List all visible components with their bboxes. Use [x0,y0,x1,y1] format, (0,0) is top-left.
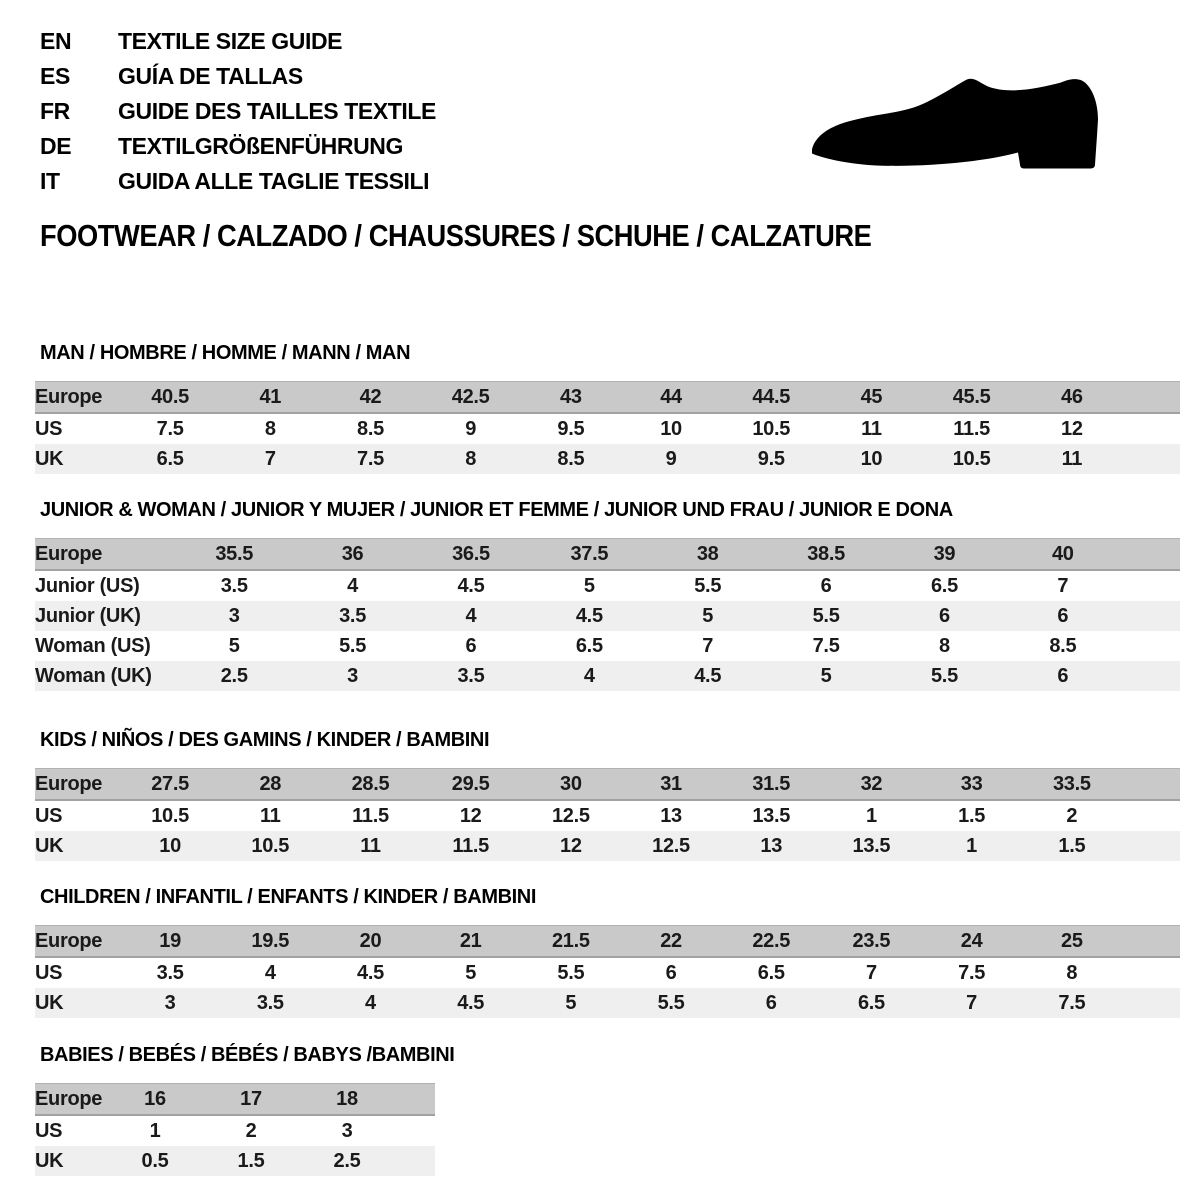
size-cell: 7.5 [156,417,184,440]
size-cell: 43 [560,385,582,408]
size-cell: 22.5 [752,929,791,952]
size-cell: 7.5 [958,961,986,984]
size-table-junior-woman [35,538,1180,691]
table-row [35,800,1180,831]
language-line-it [40,164,436,199]
size-cell: 6 [1057,664,1069,687]
section-title-kids: KIDS / NIÑOS / DES GAMINS / KINDER / BAMBINI [40,729,490,751]
table-row [35,957,1180,988]
row-label: Europe [35,772,103,795]
filler-cell [1122,957,1180,988]
size-cell: 5.5 [930,664,958,687]
size-cell: 7.5 [812,634,840,657]
size-cell: 17 [240,1087,262,1110]
language-title: GUIDE DES TAILLES TEXTILE [118,98,436,124]
size-cell: 3.5 [457,664,485,687]
size-cell: 40 [1051,542,1074,565]
size-cell: 1 [966,834,977,857]
size-cell: 12 [459,804,482,827]
row-label: UK [35,834,64,857]
dress-shoe-icon [802,64,1147,186]
language-code: FR [40,98,70,124]
size-cell: 5 [820,664,832,687]
size-cell: 33 [960,772,983,795]
size-cell: 10 [660,417,682,440]
size-cell: 8.5 [1049,634,1077,657]
size-cell: 9 [465,417,477,440]
size-cell: 10 [860,447,883,470]
size-cell: 10.5 [752,417,791,440]
size-cell: 3.5 [220,574,248,597]
section-title-junior-woman: JUNIOR & WOMAN / JUNIOR Y MUJER / JUNIOR ET FEMME / JUNIOR UND FRAU / JUNIOR E DONA [40,499,953,521]
size-cell: 1.5 [237,1149,265,1172]
size-cell: 39 [933,542,956,565]
row-label: Europe [35,929,103,952]
size-cell: 8.5 [357,417,384,440]
size-cell: 2 [1066,804,1078,827]
size-cell: 1 [865,804,877,827]
size-cell: 3 [347,664,358,687]
size-cell: 13 [760,834,783,857]
row-label: Europe [35,1087,103,1110]
size-cell: 4.5 [575,604,603,627]
size-cell: 3 [228,604,240,627]
section-title-children: CHILDREN / INFANTIL / ENFANTS / KINDER / BAMBINI [40,886,536,908]
size-cell: 45.5 [952,385,991,408]
row-label: UK [35,991,64,1014]
filler-cell [1122,661,1180,691]
table-row [35,539,1180,571]
size-cell: 6 [820,574,832,597]
size-cell: 29.5 [451,772,490,795]
size-cell: 8 [939,634,950,657]
size-cell: 5.5 [657,991,685,1014]
size-table-babies [35,1083,435,1176]
size-cell: 36 [341,542,364,565]
table-row [35,444,1180,474]
size-cell: 35.5 [215,542,254,565]
size-cell: 6.5 [930,574,958,597]
size-cell: 19 [159,929,181,952]
row-label: US [35,961,63,984]
size-cell: 4 [264,961,276,984]
row-label: Woman (UK) [35,664,152,687]
table-row [35,601,1180,631]
size-cell: 6 [939,604,950,627]
table-row [35,631,1180,661]
size-cell: 7.5 [357,447,384,470]
size-cell: 7 [865,961,877,984]
size-cell: 5.5 [694,574,722,597]
language-code: EN [40,28,72,54]
row-label: Woman (US) [35,634,151,657]
row-label: Junior (UK) [35,604,141,627]
row-label: UK [35,447,64,470]
section-children [35,885,1180,1018]
size-cell: 6 [1057,604,1069,627]
size-cell: 5 [702,604,714,627]
size-cell: 1.5 [958,804,986,827]
size-cell: 4.5 [457,574,485,597]
size-cell: 44 [660,385,682,408]
size-cell: 38.5 [807,542,845,565]
size-cell: 3 [164,991,176,1014]
size-cell: 5 [583,574,595,597]
filler-cell [1122,831,1180,861]
size-cell: 41 [259,385,282,408]
size-table-children [35,925,1180,1018]
size-cell: 18 [336,1087,358,1110]
size-cell: 11.5 [352,804,389,827]
row-label: Junior (US) [35,574,140,597]
filler-cell [1122,444,1180,474]
size-cell: 8 [264,417,276,440]
size-cell: 4 [347,574,358,597]
filler-cell [1122,539,1180,571]
size-cell: 19.5 [251,929,290,952]
filler-cell [1122,382,1180,414]
size-cell: 30 [560,772,582,795]
size-cell: 11.5 [953,417,990,440]
size-cell: 6.5 [857,991,885,1014]
size-cell: 10.5 [151,804,189,827]
language-title: TEXTILE SIZE GUIDE [118,28,343,54]
size-cell: 23.5 [852,929,891,952]
size-cell: 42 [359,385,382,408]
language-title: GUIDA ALLE TAGLIE TESSILI [118,168,430,194]
size-cell: 7.5 [1058,991,1086,1014]
size-cell: 12 [1061,417,1083,440]
row-label: US [35,417,63,440]
size-cell: 31 [660,772,682,795]
size-cell: 12 [560,834,582,857]
size-cell: 2 [245,1119,257,1142]
size-cell: 7 [702,634,714,657]
size-cell: 3.5 [156,961,184,984]
size-cell: 12.5 [652,834,690,857]
size-cell: 40.5 [151,385,189,408]
size-cell: 16 [144,1087,166,1110]
row-label: US [35,1119,63,1142]
filler-cell [395,1146,435,1176]
size-cell: 21 [459,929,482,952]
size-cell: 9.5 [757,447,785,470]
size-cell: 6 [665,961,677,984]
size-cell: 12.5 [551,804,590,827]
size-cell: 1.5 [1058,834,1086,857]
size-cell: 5.5 [339,634,367,657]
size-cell: 27.5 [151,772,189,795]
section-kids [35,728,1180,861]
size-cell: 4.5 [457,991,485,1014]
size-cell: 3.5 [256,991,284,1014]
size-cell: 36.5 [452,542,490,565]
category-title: FOOTWEAR / CALZADO / CHAUSSURES / SCHUHE / CALZATURE [40,218,872,253]
size-cell: 13.5 [752,804,791,827]
row-label: UK [35,1149,64,1172]
language-line-de [40,129,436,164]
size-cell: 4.5 [694,664,722,687]
size-cell: 42.5 [451,385,490,408]
filler-cell [1122,988,1180,1018]
size-cell: 6.5 [757,961,785,984]
size-cell: 28 [259,772,282,795]
size-cell: 7 [966,991,977,1014]
language-line-fr [40,94,436,129]
size-cell: 46 [1061,385,1083,408]
size-cell: 10.5 [952,447,991,470]
size-cell: 5 [228,634,240,657]
size-cell: 4 [365,991,376,1014]
size-cell: 1 [149,1119,161,1142]
size-cell: 4 [465,604,477,627]
size-cell: 8 [465,447,477,470]
size-cell: 45 [860,385,883,408]
filler-cell [1122,570,1180,601]
section-junior-woman [35,498,1180,691]
size-cell: 11 [360,834,381,857]
filler-cell [1122,926,1180,958]
size-cell: 0.5 [141,1149,169,1172]
language-line-es [40,59,436,94]
size-cell: 4.5 [357,961,384,984]
size-cell: 8 [1066,961,1078,984]
size-cell: 3.5 [339,604,367,627]
size-cell: 5.5 [557,961,585,984]
size-cell: 6.5 [156,447,184,470]
table-row [35,661,1180,691]
size-cell: 8.5 [557,447,585,470]
size-cell: 24 [960,929,983,952]
filler-cell [1122,800,1180,831]
size-cell: 20 [359,929,382,952]
size-cell: 5.5 [812,604,840,627]
table-row [35,831,1180,861]
table-row [35,1146,435,1176]
section-title-man: MAN / HOMBRE / HOMME / MANN / MAN [40,342,411,364]
size-cell: 9.5 [557,417,585,440]
table-row [35,988,1180,1018]
size-cell: 11.5 [452,834,489,857]
filler-cell [395,1115,435,1146]
table-row [35,382,1180,414]
size-cell: 25 [1061,929,1083,952]
size-cell: 2.5 [333,1149,361,1172]
size-cell: 11 [861,417,882,440]
size-cell: 2.5 [220,664,248,687]
table-row [35,1115,435,1146]
table-row [35,926,1180,958]
table-row [35,1084,435,1116]
filler-cell [1122,631,1180,661]
row-label: US [35,804,63,827]
size-cell: 10 [159,834,181,857]
language-code: ES [40,63,70,89]
row-label: Europe [35,542,103,565]
size-cell: 44.5 [752,385,791,408]
size-cell: 7 [1057,574,1069,597]
language-code: DE [40,133,72,159]
table-row [35,769,1180,801]
size-table-man [35,381,1180,474]
section-man [35,341,1180,474]
size-cell: 21.5 [551,929,590,952]
language-title: TEXTILGRÖßENFÜHRUNG [118,133,403,159]
language-line-en [40,24,436,59]
filler-cell [1122,769,1180,801]
size-cell: 32 [860,772,883,795]
size-cell: 5 [565,991,577,1014]
language-header [40,24,436,199]
size-cell: 9 [665,447,677,470]
size-cell: 13.5 [852,834,891,857]
size-cell: 6 [465,634,477,657]
size-cell: 5 [465,961,477,984]
size-cell: 7 [264,447,276,470]
size-cell: 11 [1061,447,1083,470]
size-cell: 28.5 [351,772,390,795]
size-cell: 37.5 [570,542,609,565]
table-row [35,570,1180,601]
size-cell: 10.5 [251,834,290,857]
filler-cell [1122,601,1180,631]
size-cell: 33.5 [1052,772,1091,795]
size-cell: 6.5 [575,634,603,657]
size-cell: 4 [583,664,595,687]
language-title: GUÍA DE TALLAS [118,63,303,89]
size-cell: 22 [660,929,682,952]
size-cell: 38 [696,542,719,565]
language-code: IT [40,168,60,194]
size-cell: 11 [260,804,281,827]
size-cell: 13 [660,804,682,827]
filler-cell [1122,413,1180,444]
filler-cell [395,1084,435,1116]
size-cell: 3 [341,1119,353,1142]
size-cell: 6 [765,991,777,1014]
size-cell: 31.5 [752,772,791,795]
row-label: Europe [35,385,103,408]
table-row [35,413,1180,444]
section-title-babies: BABIES / BEBÉS / BÉBÉS / BABYS /BAMBINI [40,1044,455,1066]
section-babies [35,1043,454,1176]
size-table-kids [35,768,1180,861]
